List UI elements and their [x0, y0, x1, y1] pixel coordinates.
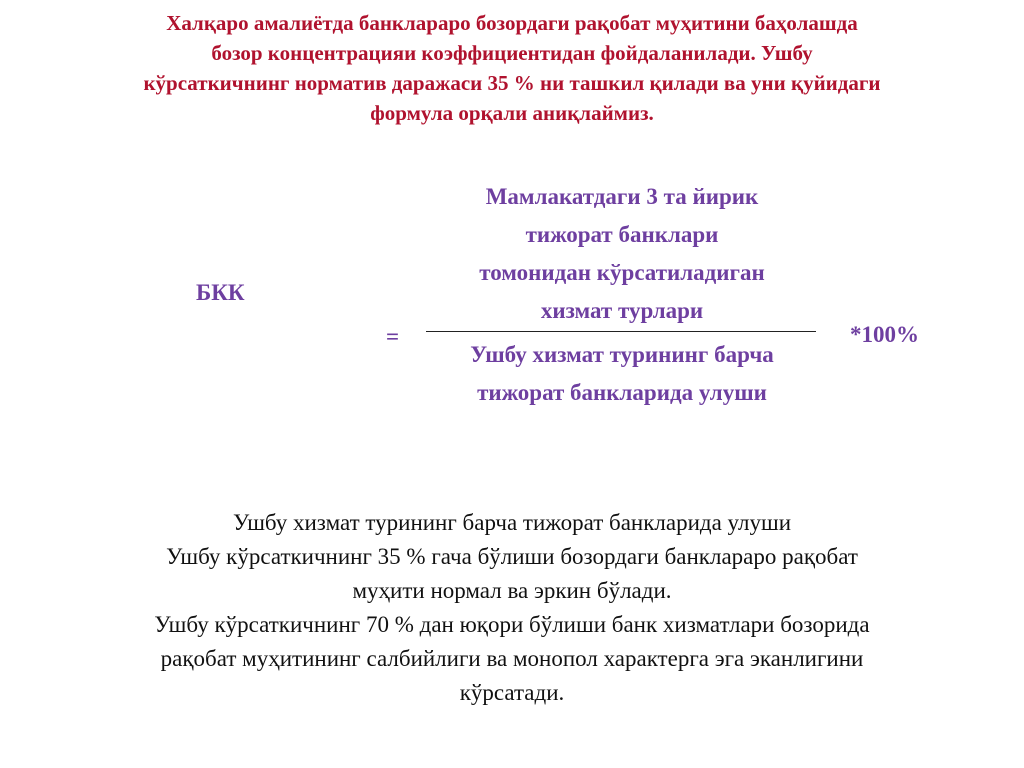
- denominator-line: тижорат банкларида улуши: [477, 380, 767, 405]
- formula-denominator: [420, 336, 824, 412]
- fraction-bar: [426, 331, 816, 332]
- explanation-notes: [40, 506, 984, 710]
- note-line: рақобат муҳитининг салбийлиги ва монопол характерга эга эканлигини: [160, 646, 864, 671]
- formula-numerator: [420, 178, 824, 330]
- equals-sign: =: [386, 324, 400, 349]
- formula-label: БКК: [196, 280, 245, 305]
- heading-line: Халқаро амалиётда банклараро бозордаги рақобат муҳитини баҳолашда: [166, 11, 858, 35]
- numerator-line: хизмат турлари: [540, 298, 704, 323]
- note-line: Ушбу кўрсаткичнинг 70 % дан юқори бўлиши банк хизматлари бозорида: [154, 612, 870, 637]
- note-line: кўрсатади.: [459, 680, 565, 705]
- note-line: Ушбу кўрсаткичнинг 35 % гача бўлиши бозордаги банклараро рақобат: [166, 544, 858, 569]
- numerator-line: тижорат банклари: [525, 222, 719, 247]
- slide-heading: [40, 8, 984, 128]
- heading-line: бозор концентрацияи коэффициентидан фойдаланилади. Ушбу: [211, 41, 813, 65]
- denominator-line: Ушбу хизмат турининг барча: [470, 342, 774, 367]
- heading-line: формула орқали аниқлаймиз.: [370, 101, 654, 125]
- note-line: муҳити нормал ва эркин бўлади.: [352, 578, 672, 603]
- numerator-line: томонидан кўрсатиладиган: [479, 260, 765, 285]
- heading-line: кўрсаткичнинг норматив даражаси 35 % ни ташкил қилади ва уни қуйидаги: [143, 71, 881, 95]
- numerator-line: Мамлакатдаги 3 та йирик: [485, 184, 759, 209]
- note-line: Ушбу хизмат турининг барча тижорат банкларида улуши: [232, 510, 792, 535]
- formula-multiplier: *100%: [850, 322, 919, 347]
